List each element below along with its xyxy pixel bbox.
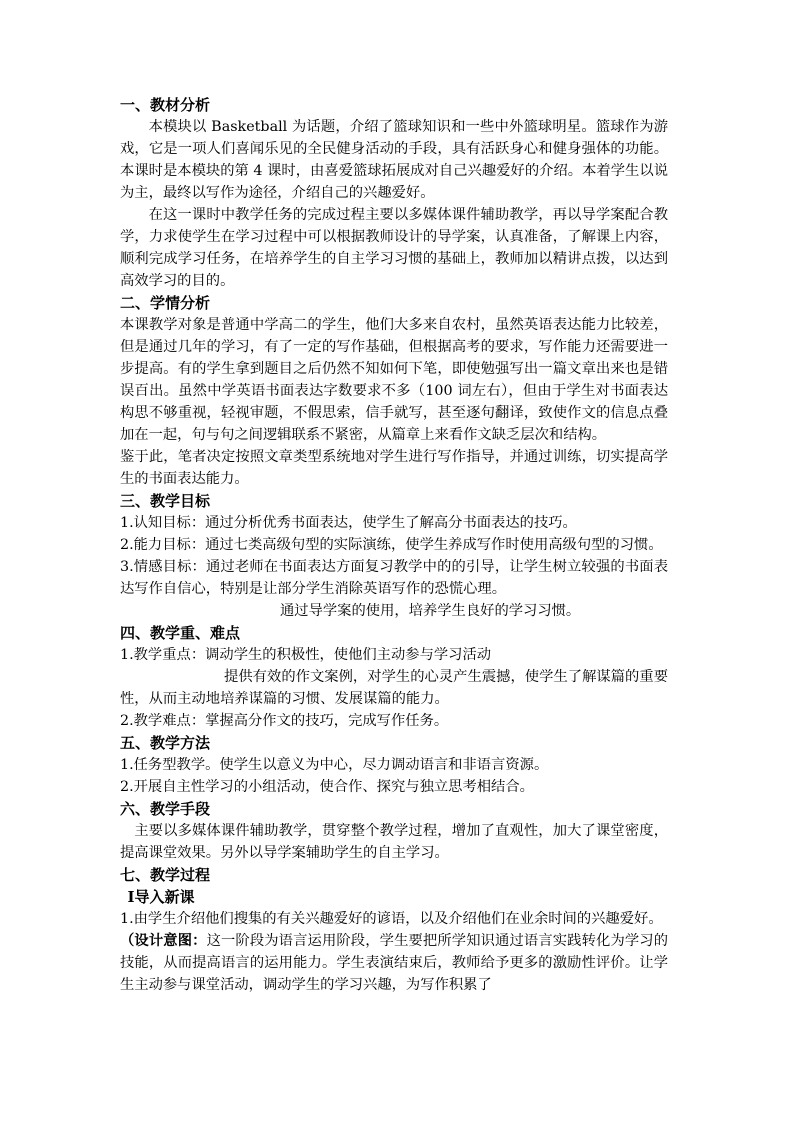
- list-item: [120, 666, 668, 710]
- paragraph: 在这一课时中教学任务的完成过程主要以多媒体课件辅助教学，再以导学案配合教学，力求使学生在学习过程中可以根据教师设计的导学案，认真准备，了解课上内容，顺利完成学习任务，在培养学生的自主学习习惯的基础上，教师加以精讲点拨，以达到高效学习的目的。: [120, 207, 668, 289]
- paragraph: 本课教学对象是普通中学高二的学生，他们大多来自农村，虽然英语表达能力比较差，但是通过几年的学习，有了一定的写作基础，但根据高考的要求，写作能力还需要进一步提高。有的学生拿到题目之后仍然不知如何下笔，即使勉强写出一篇文章出来也是错误百出。虽然中学英语书面表达字数要求不多（100 词左右），但由于学生对书面表达构思不够重视，轻视审题，不假思索，信手就写，甚至逐句翻译，致使作文的信息点叠加在一起，句与句之间逻辑联系不紧密，从篇章上来看作文缺乏层次和结构。: [120, 317, 668, 443]
- section-heading-teaching-objectives: 三、教学目标: [120, 492, 211, 510]
- list-item: 1.由学生介绍他们搜集的有关兴趣爱好的谚语，以及介绍他们在业余时间的兴趣爱好。: [120, 911, 663, 927]
- subsection-heading-lead-in: Ⅰ导入新课: [127, 888, 195, 906]
- list-item: 3.情感目标：通过老师在书面表达方面复习教学中的的引导，让学生树立较强的书面表达写作自信心，特别是让部分学生消除英语写作的恐慌心理。: [120, 559, 668, 597]
- paragraph: 本模块以 Basketball 为话题，介绍了篮球知识和一些中外篮球明星。篮球作为游戏，它是一项人们喜闻乐见的全民健身活动的手段，具有活跃身心和健身强体的功能。本课时是本模块的第 4 课时，由喜爱篮球拓展成对自己兴趣爱好的介绍。本着学生以说为主，最终以写作为途径，介绍自己的兴趣爱好。: [120, 119, 668, 201]
- list-item: 通过导学案的使用，培养学生良好的学习习惯。: [280, 603, 581, 619]
- list-item: 2.能力目标：通过七类高级句型的实际演练，使学生养成写作时使用高级句型的习惯。: [120, 537, 663, 553]
- design-intent-colon: ：: [192, 933, 207, 949]
- design-intent-text: 这一阶段为语言运用阶段，学生要把所学知识通过语言实践转化为学习的技能，从而提高语言的运用能力。学生表演结束后，教师给予更多的激励性评价。让学生主动参与课堂活动，调动学生的学习兴趣，为写作积累了: [120, 933, 669, 993]
- document-body: [120, 94, 668, 996]
- section-heading-key-points: 四、教学重、难点: [120, 624, 241, 642]
- list-item: 1.认知目标：通过分析优秀书面表达，使学生了解高分书面表达的技巧。: [120, 515, 577, 531]
- list-item: 2.教学难点：掌握高分作文的技巧，完成写作任务。: [120, 713, 449, 729]
- list-item: 1.教学重点：调动学生的积极性，使他们主动参与学习活动: [120, 647, 492, 663]
- section-heading-textbook-analysis: 一、教材分析: [120, 96, 211, 114]
- list-item: 2.开展自主性学习的小组活动，使合作、探究与独立思考相结合。: [120, 779, 534, 795]
- section-heading-teaching-process: 七、教学过程: [120, 866, 211, 884]
- design-intent-label: （设计意图: [120, 933, 193, 949]
- section-heading-teaching-methods: 五、教学方法: [120, 734, 211, 752]
- section-heading-teaching-means: 六、教学手段: [120, 800, 211, 818]
- list-item-continuation: 提供有效的作文案例，对学生的心灵产生震撼，使学生了解谋篇的重要性，从而主动地培养谋篇的习惯、发展谋篇的能力。: [120, 669, 668, 707]
- design-intent-paragraph: [120, 930, 668, 996]
- list-item: 1.任务型教学。使学生以意义为中心，尽力调动语言和非语言资源。: [120, 757, 549, 773]
- paragraph: 鉴于此，笔者决定按照文章类型系统地对学生进行写作指导，并通过训练，切实提高学生的书面表达能力。: [120, 449, 668, 487]
- paragraph: 主要以多媒体课件辅助教学，贯穿整个教学过程，增加了直观性，加大了课堂密度，提高课堂效果。另外以导学案辅助学生的自主学习。: [120, 823, 668, 861]
- section-heading-student-analysis: 二、学情分析: [120, 294, 211, 312]
